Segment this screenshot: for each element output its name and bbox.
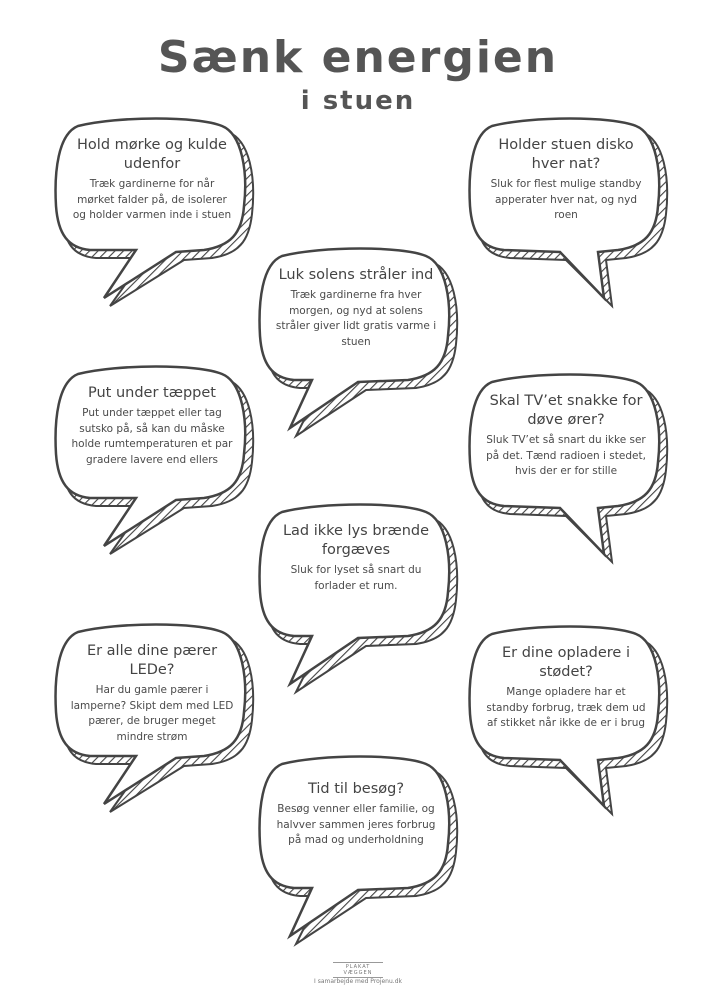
speech-bubble-dark-cold [52,118,252,308]
bubble-body: Besøg venner eller familie, og halvver sammen jeres forbrug på mad og underholdning [276,803,436,846]
speech-bubble-standby [466,118,666,308]
bubble-heading: Er dine opladere i stødet? [501,645,630,680]
speech-bubble-lights [256,504,456,694]
bubble-heading: Put under tæppet [88,385,216,401]
bubble-heading: Hold mørke og kulde udenfor [77,137,227,172]
bubble-heading: Luk solens stråler ind [278,267,434,283]
bubble-heading: Skal TV’et snakke for døve ører? [489,393,643,428]
bubble-body: Mange opladere har et standby forbrug, træk dem ud af stikket når ikke de er i brug [486,686,646,729]
bubble-body: Sluk for flest mulige standby apperater hver nat, og nyd roen [490,178,642,221]
footer-credit: I samarbejde med Projenu.dk [314,978,402,985]
poster-subtitle: i stuen [300,86,416,116]
bubble-body: Træk gardinerne fra hver morgen, og nyd at solens stråler giver lidt gratis varme i stuen [275,289,437,348]
bubble-body: Sluk TV’et så snart du ikke ser på det. Tænd radioen i stedet, hvis der er for stille [486,434,646,477]
bubble-heading: Lad ikke lys brænde forgæves [282,523,430,558]
footer-logo: PLAKAT VÆGGEN [333,962,383,978]
bubble-heading: Er alle dine pærer LEDe? [86,643,218,678]
bubble-body: Put under tæppet eller tag sutsko på, så kan du måske holde rumtemperaturen et par gradere lavere end ellers [71,407,233,466]
speech-bubble-blanket [52,366,252,556]
speech-bubble-visit [256,756,456,946]
bubble-heading: Tid til besøg? [307,781,405,797]
bubble-body: Træk gardinerne for når mørket falder på, de isolerer og holder varmen inde i stuen [72,178,232,221]
speech-bubble-tv [466,374,666,564]
bubble-body: Har du gamle pærer i lamperne? Skipt dem med LED pærer, de bruger meget mindre strøm [70,684,234,743]
speech-bubble-sunlight [256,248,456,438]
poster-title: Sænk energien [157,32,559,83]
speech-bubble-led [52,624,252,814]
speech-bubble-chargers [466,626,666,816]
bubble-body: Sluk for lyset så snart du forlader et rum. [290,564,422,592]
bubble-heading: Holder stuen disko hver nat? [498,137,634,172]
